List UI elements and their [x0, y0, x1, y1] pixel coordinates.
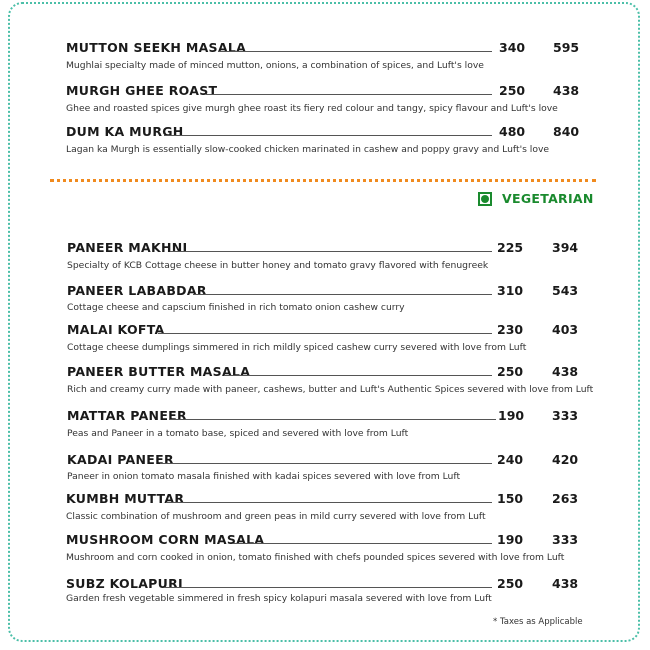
item-name: DUM KA MURGH [66, 124, 184, 139]
dotted-leader [193, 294, 492, 295]
dotted-leader [233, 543, 492, 544]
item-description: Peas and Paneer in a tomato base, spiced and severed with love from Luft [67, 428, 409, 439]
item-price-full: 403 [552, 322, 579, 337]
item-price-full: 333 [552, 532, 579, 547]
vegetarian-label: VEGETARIAN [502, 191, 594, 206]
dotted-leader [170, 419, 496, 420]
section-divider [50, 179, 596, 182]
item-name: MUSHROOM CORN MASALA [66, 532, 265, 547]
item-price-full: 438 [552, 364, 579, 379]
item-price-half: 190 [497, 532, 524, 547]
item-price-full: 263 [552, 491, 579, 506]
item-price-half: 150 [497, 491, 524, 506]
item-price-half: 250 [497, 364, 524, 379]
item-name: PANEER BUTTER MASALA [67, 364, 251, 379]
item-price-full: 438 [552, 576, 579, 591]
dotted-leader [160, 463, 492, 464]
item-name: KADAI PANEER [67, 452, 174, 467]
item-description: Cottage cheese and capscium finished in rich tomato onion cashew curry [67, 302, 405, 313]
item-price-full: 333 [552, 408, 579, 423]
dotted-leader [164, 587, 492, 588]
item-description: Lagan ka Murgh is essentially slow-cooked chicken marinated in cashew and poppy gravy and Luft's love [66, 144, 550, 155]
item-price-half: 340 [499, 40, 526, 55]
item-description: Garden fresh vegetable simmered in fresh spicy kolapuri masala severed with love from Luft [66, 593, 492, 604]
item-name: SUBZ KOLAPURI [66, 576, 183, 591]
dotted-leader [170, 251, 492, 252]
item-price-full: 438 [553, 83, 580, 98]
item-price-half: 240 [497, 452, 524, 467]
item-price-half: 310 [497, 283, 524, 298]
dotted-leader [224, 375, 492, 376]
item-name: MATTAR PANEER [67, 408, 187, 423]
item-name: PANEER LABABDAR [67, 283, 207, 298]
dotted-leader [206, 94, 492, 95]
item-name: PANEER MAKHNI [67, 240, 188, 255]
item-description: Paneer in onion tomato masala finished with kadai spices severed with love from Luft [67, 471, 461, 482]
item-description: Ghee and roasted spices give murgh ghee roast its fiery red colour and tangy, spicy flavour and Luft's love [66, 103, 558, 114]
item-price-full: 394 [552, 240, 579, 255]
item-price-full: 595 [553, 40, 580, 55]
item-description: Rich and creamy curry made with paneer, cashews, butter and Luft's Authentic Spices severed with love from Luft [67, 384, 594, 395]
item-name: MALAI KOFTA [67, 322, 165, 337]
item-description: Specialty of KCB Cottage cheese in butter honey and tomato gravy flavored with fenugreek [67, 260, 489, 271]
dotted-leader [164, 135, 492, 136]
veg-symbol-icon [478, 192, 492, 206]
dotted-leader [166, 502, 492, 503]
item-price-half: 250 [497, 576, 524, 591]
taxes-note: * Taxes as Applicable [493, 617, 583, 627]
item-name: MUTTON SEEKH MASALA [66, 40, 247, 55]
dotted-leader [158, 333, 492, 334]
item-description: Mughlai specialty made of minced mutton, onions, a combination of spices, and Luft's love [66, 60, 484, 71]
dotted-leader [218, 51, 492, 52]
item-price-half: 230 [497, 322, 524, 337]
item-price-half: 190 [498, 408, 525, 423]
item-price-full: 543 [552, 283, 579, 298]
item-price-full: 840 [553, 124, 580, 139]
item-price-half: 225 [497, 240, 524, 255]
item-description: Mushroom and corn cooked in onion, tomato finished with chefs pounded spices severed with love from Luft [66, 552, 565, 563]
item-price-full: 420 [552, 452, 579, 467]
item-name: MURGH GHEE ROAST [66, 83, 218, 98]
item-description: Classic combination of mushroom and green peas in mild curry severed with love from Luft [66, 511, 486, 522]
item-name: KUMBH MUTTAR [66, 491, 185, 506]
item-description: Cottage cheese dumplings simmered in rich mildly spiced cashew curry severed with love from Luft [67, 342, 527, 353]
item-price-half: 250 [499, 83, 526, 98]
item-price-half: 480 [499, 124, 526, 139]
vegetarian-section-header [478, 191, 594, 206]
